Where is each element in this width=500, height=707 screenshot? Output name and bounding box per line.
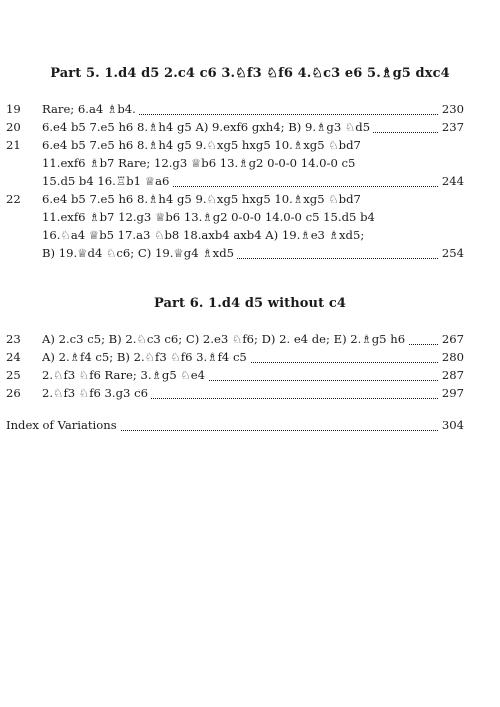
entry-body xyxy=(42,100,464,118)
entry-body xyxy=(42,366,464,384)
toc-entry[interactable] xyxy=(6,100,464,118)
entry-line xyxy=(42,384,464,402)
toc-entry[interactable] xyxy=(6,190,464,262)
index-label: Index of Variations xyxy=(6,418,120,432)
page-number: 254 xyxy=(439,244,464,262)
entry-line xyxy=(42,244,464,262)
entry-line xyxy=(42,348,464,366)
entry-body xyxy=(42,384,464,402)
entry-body xyxy=(42,136,464,190)
variation-text: 2.♘f3 ♘f6 Rare; 3.♗g5 ♘e4 xyxy=(42,368,208,382)
entry-body xyxy=(42,348,464,366)
toc-entry[interactable] xyxy=(6,118,464,136)
variation-text: 11.exf6 ♗b7 Rare; 12.g3 ♕b6 13.♗g2 0-0-0 14.0-0 c5 xyxy=(42,156,358,170)
entry-number: 26 xyxy=(6,386,21,400)
index-page: 304 xyxy=(439,416,464,434)
entry-body xyxy=(42,190,464,262)
part6-title: Part 6. 1.d4 d5 without c4 xyxy=(153,296,347,311)
variation-text: 2.♘f3 ♘f6 3.g3 c6 xyxy=(42,386,151,400)
toc-entry[interactable] xyxy=(6,136,464,190)
entry-number: 24 xyxy=(6,350,21,364)
variation-text: B) 19.♕d4 ♘c6; C) 19.♕g4 ♗xd5 xyxy=(42,246,237,260)
entry-line xyxy=(42,118,464,136)
entry-number: 22 xyxy=(6,192,21,206)
entry-line xyxy=(42,154,464,172)
index-line xyxy=(6,416,464,434)
entry-number: 21 xyxy=(6,138,21,152)
toc-entry[interactable] xyxy=(6,384,464,402)
entry-number: 19 xyxy=(6,102,21,116)
entry-line xyxy=(42,172,464,190)
page-number: 237 xyxy=(439,118,464,136)
toc-entry[interactable] xyxy=(6,330,464,348)
entry-line xyxy=(42,136,464,154)
part5-title: Part 5. 1.d4 d5 2.c4 c6 3.♘f3 ♘f6 4.♘c3 e6 5.♗g5 dxc4 xyxy=(50,66,450,81)
variation-text: A) 2.♗f4 c5; B) 2.♘f3 ♘f6 3.♗f4 c5 xyxy=(42,350,250,364)
variation-text: 15.d5 b4 16.♖b1 ♕a6 xyxy=(42,174,172,188)
page-number: 280 xyxy=(439,348,464,366)
entry-number: 25 xyxy=(6,368,21,382)
part5-entries xyxy=(6,100,464,262)
entry-line xyxy=(42,226,464,244)
page-number: 297 xyxy=(439,384,464,402)
entry-line xyxy=(42,330,464,348)
entry-body xyxy=(42,330,464,348)
toc-entry[interactable] xyxy=(6,366,464,384)
page-number: 244 xyxy=(439,172,464,190)
entry-number: 20 xyxy=(6,120,21,134)
entry-line xyxy=(42,100,464,118)
variation-text: 6.e4 b5 7.e5 h6 8.♗h4 g5 9.♘xg5 hxg5 10.♗xg5 ♘bd7 xyxy=(42,138,364,152)
page-number: 230 xyxy=(439,100,464,118)
page-number: 287 xyxy=(439,366,464,384)
entry-line xyxy=(42,208,464,226)
toc-entry[interactable] xyxy=(6,348,464,366)
variation-text: A) 2.c3 c5; B) 2.♘c3 c6; C) 2.e3 ♘f6; D) 2. e4 de; E) 2.♗g5 h6 xyxy=(42,332,408,346)
variation-text: 6.e4 b5 7.e5 h6 8.♗h4 g5 9.♘xg5 hxg5 10.♗xg5 ♘bd7 xyxy=(42,192,364,206)
variation-text: 16.♘a4 ♕b5 17.a3 ♘b8 18.axb4 axb4 A) 19.♗e3 ♗xd5; xyxy=(42,228,367,242)
variation-text: 6.e4 b5 7.e5 h6 8.♗h4 g5 A) 9.exf6 gxh4; B) 9.♗g3 ♘d5 xyxy=(42,120,373,134)
variation-text: Rare; 6.a4 ♗b4. xyxy=(42,102,139,116)
variation-text: 11.exf6 ♗b7 12.g3 ♕b6 13.♗g2 0-0-0 14.0-0 c5 15.d5 b4 xyxy=(42,210,378,224)
page-number: 267 xyxy=(439,330,464,348)
index-entry[interactable] xyxy=(6,416,464,434)
part6-entries xyxy=(6,330,464,402)
entry-line xyxy=(42,190,464,208)
entry-line xyxy=(42,366,464,384)
entry-number: 23 xyxy=(6,332,21,346)
entry-body xyxy=(42,118,464,136)
